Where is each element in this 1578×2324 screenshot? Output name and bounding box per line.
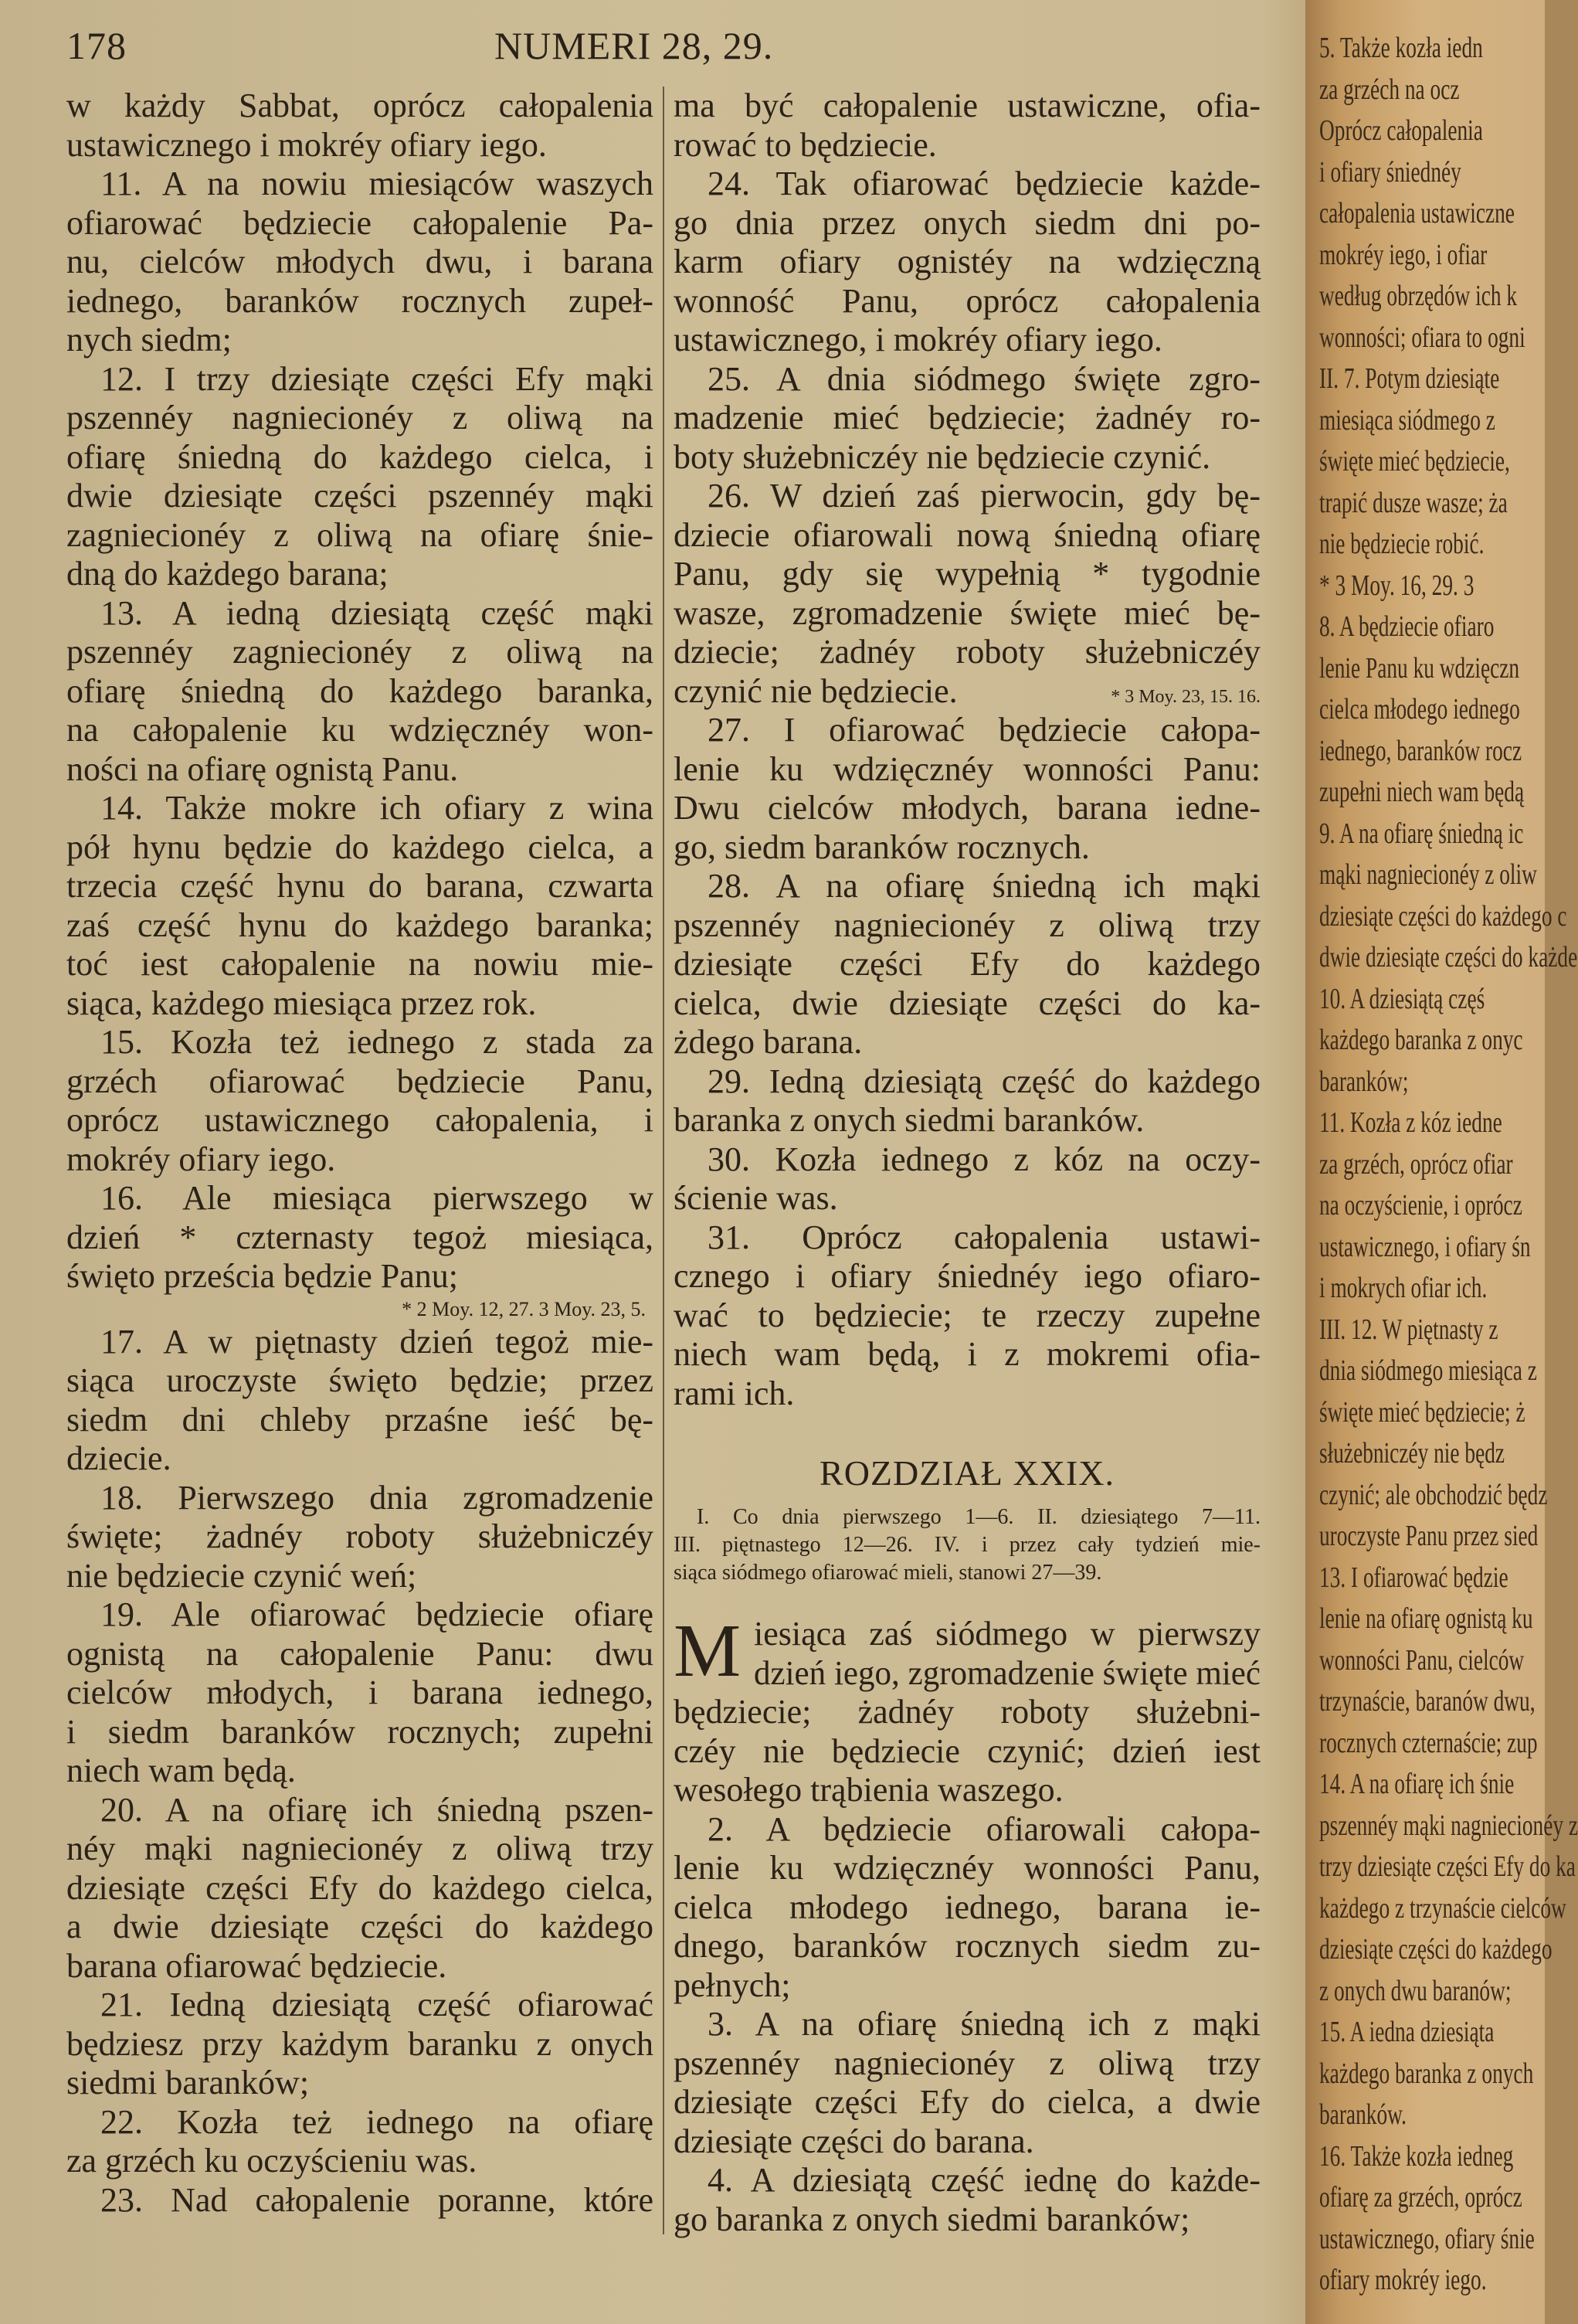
text-line xyxy=(66,165,653,204)
facing-page-text: trzynaście, baranów dwu, xyxy=(1319,1685,1536,1718)
text-line xyxy=(66,555,653,594)
line-text: * 2 Moy. 12, 27. 3 Moy. 23, 5. xyxy=(402,1297,646,1320)
line-text: ma być całopalenie ustawiczne, ofia- xyxy=(674,87,1261,124)
text-line xyxy=(66,282,653,321)
text-line xyxy=(674,1927,1261,1966)
summary-line: III. piętnastego 12—26. IV. i przez cały tydzień mie- xyxy=(674,1533,1261,1557)
line-text: mokréy ofiary iego. xyxy=(66,1140,336,1178)
line-text: 18. Pierwszego dnia zgromadzenie xyxy=(100,1478,653,1517)
facing-page-text: 16. Także kozła iedneg xyxy=(1319,2139,1514,2173)
facing-page-text: lenie na ofiarę ognistą ku xyxy=(1319,1602,1533,1635)
facing-page-text: czynić; ale obchodzić będz xyxy=(1319,1478,1548,1511)
facing-page-text: każdego z trzynaście cielców xyxy=(1319,1891,1566,1925)
text-line xyxy=(674,321,1261,360)
text-line xyxy=(66,1595,653,1635)
facing-page-text: trzy dziesiąte części Efy do ka xyxy=(1319,1850,1576,1883)
line-text: lenie ku wdzięcznéy wonności Panu: xyxy=(674,749,1261,788)
line-text: dzień * czternasty tegoż miesiąca, xyxy=(66,1218,653,1256)
line-text: 13. A iedną dziesiątą część mąki xyxy=(100,593,653,632)
line-text: 4. A dziesiątą część iednę do każde- xyxy=(708,2161,1261,2199)
text-line xyxy=(674,1023,1261,1062)
line-text: cielca młodego iednego, barana ie- xyxy=(674,1887,1261,1926)
facing-page-text: mokréy iego, i ofiar xyxy=(1319,238,1488,271)
facing-page-text: wonności; ofiara to ogni xyxy=(1319,321,1525,354)
line-text: go baranka z onych siedmi baranków; xyxy=(674,2200,1190,2238)
text-line xyxy=(674,1654,1261,1694)
text-line xyxy=(674,2083,1261,2122)
text-line xyxy=(674,555,1261,594)
text-line xyxy=(66,1673,653,1713)
facing-page-text: za grzéch, oprócz ofiar xyxy=(1319,1147,1513,1181)
line-text: pełnych; xyxy=(674,1966,791,2004)
text-line xyxy=(674,906,1261,946)
facing-page-text: ustawicznego, ofiary śnie xyxy=(1319,2222,1535,2255)
text-line xyxy=(66,1908,653,1947)
facing-page-text: zupełni niech wam będą xyxy=(1319,776,1525,808)
facing-page-text: pszennéy mąki nagniecionéy z xyxy=(1319,1809,1578,1842)
text-line xyxy=(66,789,653,828)
line-text: siąca, każdego miesiąca przez rok. xyxy=(66,984,537,1022)
text-line xyxy=(674,516,1261,556)
line-text: za grzéch ku oczyścieniu was. xyxy=(66,2142,477,2180)
line-text: 2. A będziecie ofiarowali całopa- xyxy=(708,1809,1261,1848)
text-line xyxy=(66,1218,653,1258)
line-text: ustawicznego i mokréy ofiary iego. xyxy=(66,125,547,164)
line-text: ofiarę śniedną do każdego baranka, xyxy=(66,671,653,710)
line-text: pszennéy zagniecionéy z oliwą na xyxy=(66,633,653,671)
line-text: ności na ofiarę ognistą Panu. xyxy=(66,749,459,788)
text-line xyxy=(674,1062,1261,1102)
line-text: wonność Panu, oprócz całopalenia xyxy=(674,281,1261,320)
line-text: siąca uroczyste święto będzie; przez xyxy=(66,1361,653,1399)
line-text: grzéch ofiarować będziecie Panu, xyxy=(66,1062,653,1100)
facing-page-text: 5. Także kozła iedn xyxy=(1319,32,1483,64)
line-text: nu, cielców młodych dwu, i barana xyxy=(66,243,653,280)
text-line xyxy=(66,1101,653,1140)
text-line xyxy=(66,1751,653,1791)
text-line xyxy=(66,906,653,946)
line-text: dziesiąte części do barana. xyxy=(674,2122,1034,2160)
text-line xyxy=(66,1257,653,1296)
facing-page-edge xyxy=(1305,0,1578,2324)
line-text: 19. Ale ofiarować będziecie ofiarę xyxy=(100,1595,653,1633)
text-line xyxy=(66,477,653,516)
line-text: 25. A dnia siódmego święte zgro- xyxy=(708,359,1261,398)
text-line xyxy=(674,672,1261,712)
text-line xyxy=(66,2064,653,2103)
chapter-heading: ROZDZIAŁ XXIX. xyxy=(820,1453,1115,1493)
facing-page-text: i mokrych ofiar ich. xyxy=(1319,1272,1488,1304)
text-line xyxy=(674,1296,1261,1336)
line-text: siedmi baranków; xyxy=(66,2064,310,2101)
facing-page-text: rocznych czternaście; zup xyxy=(1319,1726,1538,1759)
line-text: czynić nie będziecie. xyxy=(674,671,958,710)
text-line xyxy=(674,867,1261,906)
text-line xyxy=(66,672,653,712)
line-text: nych siedm; xyxy=(66,321,232,358)
line-text: ścienie was. xyxy=(674,1179,838,1217)
line-text: dnego, baranków rocznych siedm zu- xyxy=(674,1927,1261,1965)
text-line xyxy=(674,1101,1261,1140)
text-line xyxy=(66,1323,653,1362)
line-text: dziesiąte części Efy do każdego cielca, xyxy=(66,1868,653,1907)
text-line xyxy=(66,87,653,126)
text-line xyxy=(674,1257,1261,1296)
running-title: NUMERI 28, 29. xyxy=(494,24,774,67)
text-line xyxy=(66,1479,653,1518)
text-line xyxy=(66,360,653,399)
text-line xyxy=(66,1361,653,1401)
facing-page-text: dwie dziesiąte części do każde xyxy=(1319,941,1578,973)
text-line xyxy=(674,282,1261,321)
text-line xyxy=(66,828,653,868)
facing-page-text: dnia siódmego miesiąca z xyxy=(1319,1354,1537,1387)
facing-page-text: i ofiary śniednéy xyxy=(1319,155,1461,189)
facing-page-text: 10. A dziesiątą częś xyxy=(1319,982,1485,1015)
line-text: 26. W dzień zaś pierwocin, gdy bę- xyxy=(708,477,1261,515)
text-line xyxy=(674,2161,1261,2200)
text-line xyxy=(674,828,1261,868)
line-text: boty służebniczéy nie będziecie czynić. xyxy=(674,437,1211,476)
line-text: dziesiąte części Efy do cielca, a dwie xyxy=(674,2083,1261,2121)
facing-page-text: 15. A iedna dziesiąta xyxy=(1319,2016,1495,2048)
text-line xyxy=(674,360,1261,399)
line-text: toć iest całopalenie na nowiu mie- xyxy=(66,945,653,983)
line-text: barana ofiarować będziecie. xyxy=(66,1946,447,1985)
line-text: trzecia część hynu do barana, czwarta xyxy=(66,867,653,905)
line-text: 15. Kozła też iednego z stada za xyxy=(100,1023,653,1061)
line-text: niech wam będą. xyxy=(66,1751,296,1789)
line-text: 22. Kozła też iednego na ofiarę xyxy=(100,2102,653,2141)
right-column-bottom xyxy=(674,1609,1261,2239)
text-line xyxy=(66,1557,653,1596)
line-text: cznego i ofiary śniednéy iego ofiaro- xyxy=(674,1257,1261,1295)
text-line xyxy=(66,1947,653,1986)
text-line xyxy=(674,204,1261,243)
text-line xyxy=(66,321,653,360)
line-text: 31. Oprócz całopalenia ustawi- xyxy=(708,1218,1261,1256)
line-text: pszennéy nagniecionéy z oliwą trzy xyxy=(674,905,1261,944)
text-line xyxy=(66,1517,653,1557)
line-text: 11. A na nowiu miesiąców waszych xyxy=(100,165,653,202)
line-text: cielców młodych, i barana iednego, xyxy=(66,1673,653,1711)
line-text: będziesz przy każdym baranku z onych xyxy=(66,2024,653,2063)
text-line xyxy=(66,204,653,243)
right-column-top xyxy=(674,87,1261,1413)
facing-page-text: 14. A na ofiarę ich śnie xyxy=(1319,1768,1515,1800)
line-text: żdego barana. xyxy=(674,1023,863,1061)
facing-page-text: lenie Panu ku wdzięczn xyxy=(1319,651,1520,685)
line-text: nie będziecie czynić weń; xyxy=(66,1556,417,1595)
text-line xyxy=(674,2044,1261,2084)
line-text: iesiąca zaś siódmego w pierwszy xyxy=(754,1615,1261,1653)
line-text: dzień iego, zgromadzenie święte mieć xyxy=(754,1653,1261,1692)
line-text: oprócz ustawicznego całopalenia, i xyxy=(66,1101,653,1139)
text-line xyxy=(674,945,1261,984)
facing-page-text: 13. I ofiarować będzie xyxy=(1319,1561,1508,1594)
line-text: wesołego trąbienia waszego. xyxy=(674,1771,1064,1809)
line-text: 12. I trzy dziesiąte części Efy mąki xyxy=(100,359,653,398)
line-text: wać to będziecie; te rzeczy zupełne xyxy=(674,1296,1261,1334)
line-text: ofiarować będziecie całopalenie Pa- xyxy=(66,203,653,242)
facing-page-text: każdego baranka z onych xyxy=(1319,2057,1534,2090)
text-line xyxy=(674,1888,1261,1928)
summary-line: I. Co dnia pierwszego 1—6. II. dziesiątego 7—11. xyxy=(697,1505,1261,1529)
text-line xyxy=(674,477,1261,516)
line-text: rować to będziecie. xyxy=(674,125,937,164)
line-text: Panu, gdy się wypełnią * tygodnie xyxy=(674,555,1261,593)
facing-page-text: 9. A na ofiarę śniedną ic xyxy=(1319,817,1524,850)
text-line xyxy=(674,243,1261,282)
line-text: dną do każdego barana; xyxy=(66,555,389,593)
text-line xyxy=(66,633,653,672)
text-line xyxy=(66,1401,653,1440)
line-text: 21. Iedną dziesiątą część ofiarować xyxy=(100,1986,653,2023)
facing-page-text: dziesiąte części do każdego c xyxy=(1319,899,1567,933)
left-column xyxy=(66,87,653,2220)
text-line xyxy=(674,1966,1261,2006)
facing-page-text: 8. A będziecie ofiaro xyxy=(1319,610,1495,643)
line-text: czéy nie będziecie czynić; dzień iest xyxy=(674,1731,1261,1770)
facing-page-text: baranków; xyxy=(1319,1065,1409,1098)
line-text: ofiarę śniedną do każdego cielca, i xyxy=(66,437,653,476)
text-line xyxy=(674,1771,1261,1810)
line-text: cielca, dwie dziesiąte części do ka- xyxy=(674,984,1261,1022)
facing-page-text: z onych dwu baranów; xyxy=(1319,1974,1512,2007)
text-line xyxy=(674,594,1261,634)
facing-page-text: na oczyścienie, i oprócz xyxy=(1319,1189,1522,1221)
facing-page-text: nie będziecie robić. xyxy=(1319,528,1485,560)
text-line xyxy=(674,1732,1261,1772)
text-line xyxy=(66,243,653,282)
line-text: 28. A na ofiarę śniedną ich mąki xyxy=(708,867,1261,905)
inline-footnote: * 3 Moy. 23, 15. 16. xyxy=(1111,686,1261,707)
text-line xyxy=(674,1218,1261,1258)
line-text: 27. I ofiarować będziecie całopa- xyxy=(708,711,1261,749)
text-line xyxy=(674,2200,1261,2240)
facing-page-text: święte mieć będziecie; ż xyxy=(1319,1395,1525,1429)
facing-page-text: baranków. xyxy=(1319,2098,1407,2131)
line-text: 17. A w piętnasty dzień tegoż mie- xyxy=(100,1322,653,1361)
text-line xyxy=(66,867,653,906)
facing-page-text: II. 7. Potym dziesiąte xyxy=(1319,362,1500,395)
text-line xyxy=(674,1140,1261,1180)
text-line xyxy=(66,594,653,634)
text-line xyxy=(674,2005,1261,2044)
text-line xyxy=(66,1023,653,1062)
line-text: dziecie ofiarowali nową śniedną ofiarę xyxy=(674,515,1261,554)
text-line xyxy=(66,1869,653,1908)
line-text: a dwie dziesiąte części do każdego xyxy=(66,1908,653,1945)
drop-cap: M xyxy=(674,1609,741,1693)
facing-page-text: ustawicznego, i ofiary śn xyxy=(1319,1230,1531,1263)
text-line xyxy=(66,750,653,790)
text-line xyxy=(66,2025,653,2064)
line-text: Dwu cielców młodych, barana iedne- xyxy=(674,789,1261,827)
text-line xyxy=(66,1140,653,1180)
line-text: karm ofiary ognistéy na wdzięczną xyxy=(674,243,1261,280)
line-text: siedm dni chleby przaśne ieść bę- xyxy=(66,1400,653,1439)
text-line xyxy=(66,1791,653,1830)
text-line xyxy=(66,2181,653,2220)
facing-page-text: wonności Panu, cielców xyxy=(1319,1643,1525,1677)
text-line xyxy=(674,633,1261,672)
line-text: ustawicznego, i mokréy ofiary iego. xyxy=(674,321,1162,358)
facing-page-text: miesiąca siódmego z xyxy=(1319,403,1495,437)
line-text: 3. A na ofiarę śniedną ich z mąki xyxy=(708,2005,1261,2043)
facing-page-text: ofiary mokréy iego. xyxy=(1319,2264,1487,2296)
line-text: zaś część hynu do każdego baranka; xyxy=(66,905,653,944)
facing-page-text: iednego, baranków rocz xyxy=(1319,734,1522,767)
line-text: pszennéy nagniecionéy z oliwą na xyxy=(66,399,653,437)
line-text: 24. Tak ofiarować będziecie każde- xyxy=(708,165,1261,202)
line-text: niech wam będą, i z mokremi ofia- xyxy=(674,1335,1261,1373)
text-line xyxy=(66,711,653,750)
facing-page-text: służebniczéy nie będz xyxy=(1319,1437,1505,1469)
text-line xyxy=(674,438,1261,477)
line-text: go dnia przez onych siedm dni po- xyxy=(674,203,1261,242)
text-line xyxy=(674,1693,1261,1732)
text-line xyxy=(66,1713,653,1752)
line-text: dziecie. xyxy=(66,1439,171,1477)
text-line xyxy=(66,2103,653,2142)
line-text: lenie ku wdzięcznéy wonności Panu, xyxy=(674,1849,1261,1887)
line-text: i siedm baranków rocznych; zupełni xyxy=(66,1712,653,1751)
text-line xyxy=(66,1439,653,1479)
line-text: rami ich. xyxy=(674,1374,795,1412)
text-line xyxy=(66,945,653,984)
text-line xyxy=(66,984,653,1024)
line-text: 14. Także mokre ich ofiary z wina xyxy=(100,789,653,827)
summary-line: siąca siódmego ofiarować mieli, stanowi 27—39. xyxy=(674,1561,1102,1585)
facing-page-text: za grzéch na ocz xyxy=(1319,73,1460,106)
line-text: 23. Nad całopalenie poranne, które xyxy=(100,2180,653,2219)
text-line xyxy=(66,126,653,165)
text-line xyxy=(674,750,1261,790)
line-text: wasze, zgromadzenie święte mieć bę- xyxy=(674,593,1261,632)
line-text: święte; żadnéy roboty służebniczéy xyxy=(66,1517,653,1555)
text-line xyxy=(674,1335,1261,1374)
line-text: dziecie; żadnéy roboty służebniczéy xyxy=(674,633,1261,671)
footnote xyxy=(66,1296,653,1323)
text-line xyxy=(66,1830,653,1869)
text-line xyxy=(674,1374,1261,1414)
line-text: święto prześcia będzie Panu; xyxy=(66,1257,459,1295)
line-text: go, siedm baranków rocznych. xyxy=(674,827,1090,866)
text-line xyxy=(66,1986,653,2025)
facing-page-text: cielca młodego iednego xyxy=(1319,693,1520,725)
line-text: ognistą na całopalenie Panu: dwu xyxy=(66,1634,653,1673)
line-text: dziesiąte części Efy do każdego xyxy=(674,945,1261,983)
text-line xyxy=(674,1179,1261,1218)
facing-page-text: święte mieć będziecie, xyxy=(1319,445,1510,477)
chapter-summary xyxy=(674,1503,1261,1587)
line-text: 30. Kozła iednego z kóz na oczy- xyxy=(708,1140,1261,1178)
text-line xyxy=(66,399,653,438)
text-line xyxy=(674,165,1261,204)
facing-page-text: 11. Kozła z kóz iedne xyxy=(1319,1106,1502,1139)
line-text: 29. Iedną dziesiątą część do każdego xyxy=(708,1062,1261,1100)
line-text: iednego, baranków rocznych zupeł- xyxy=(66,281,653,320)
page-number: 178 xyxy=(66,24,127,67)
text-line xyxy=(66,1635,653,1674)
text-line xyxy=(66,438,653,477)
line-text: pół hynu będzie do każdego cielca, a xyxy=(66,827,653,866)
facing-page-text: III. 12. W piętnasty z xyxy=(1319,1313,1498,1346)
column-divider xyxy=(663,87,664,2234)
line-text: baranka z onych siedmi baranków. xyxy=(674,1101,1145,1139)
text-line xyxy=(674,984,1261,1024)
line-text: będziecie; żadnéy roboty służebni- xyxy=(674,1693,1261,1731)
text-line xyxy=(66,2142,653,2181)
text-line xyxy=(674,1849,1261,1888)
line-text: na całopalenie ku wdzięcznéy won- xyxy=(66,711,653,749)
text-line xyxy=(674,1810,1261,1850)
facing-page-text: mąki nagniecionéy z oliw xyxy=(1319,858,1537,891)
line-text: madzenie mieć będziecie; żadnéy ro- xyxy=(674,399,1261,437)
text-line xyxy=(674,789,1261,828)
text-line xyxy=(674,2122,1261,2162)
facing-page-text: * 3 Moy. 16, 29. 3 xyxy=(1319,569,1474,602)
facing-page-text: każdego baranka z onyc xyxy=(1319,1024,1523,1056)
text-line xyxy=(66,516,653,556)
facing-page-text: trapić dusze wasze; ża xyxy=(1319,486,1508,519)
facing-page-text: według obrzędów ich k xyxy=(1319,280,1518,312)
facing-page-text: ofiarę za grzéch, oprócz xyxy=(1319,2181,1522,2214)
line-text: 20. A na ofiarę ich śniedną pszen- xyxy=(100,1790,653,1829)
facing-page-text: dziesiąte części do każdego xyxy=(1319,1933,1553,1966)
text-line xyxy=(674,711,1261,750)
text-line xyxy=(66,1179,653,1218)
text-line xyxy=(66,1062,653,1102)
line-text: 16. Ale miesiąca pierwszego w xyxy=(100,1179,653,1217)
facing-page-text: uroczyste Panu przez sied xyxy=(1319,1520,1539,1552)
facing-page-text: całopalenia ustawiczne xyxy=(1319,197,1515,229)
line-text: néy mąki nagniecionéy z oliwą trzy xyxy=(66,1830,653,1867)
text-line xyxy=(674,1615,1261,1654)
line-text: dwie dziesiąte części pszennéy mąki xyxy=(66,477,653,515)
facing-page-text: Oprócz całopalenia xyxy=(1319,114,1483,147)
line-text: zagniecionéy z oliwą na ofiarę śnie- xyxy=(66,515,653,554)
text-line xyxy=(674,87,1261,126)
text-line xyxy=(674,126,1261,165)
text-line xyxy=(674,399,1261,438)
line-text: pszennéy nagniecionéy z oliwą trzy xyxy=(674,2044,1261,2082)
line-text: w każdy Sabbat, oprócz całopalenia xyxy=(66,87,653,124)
